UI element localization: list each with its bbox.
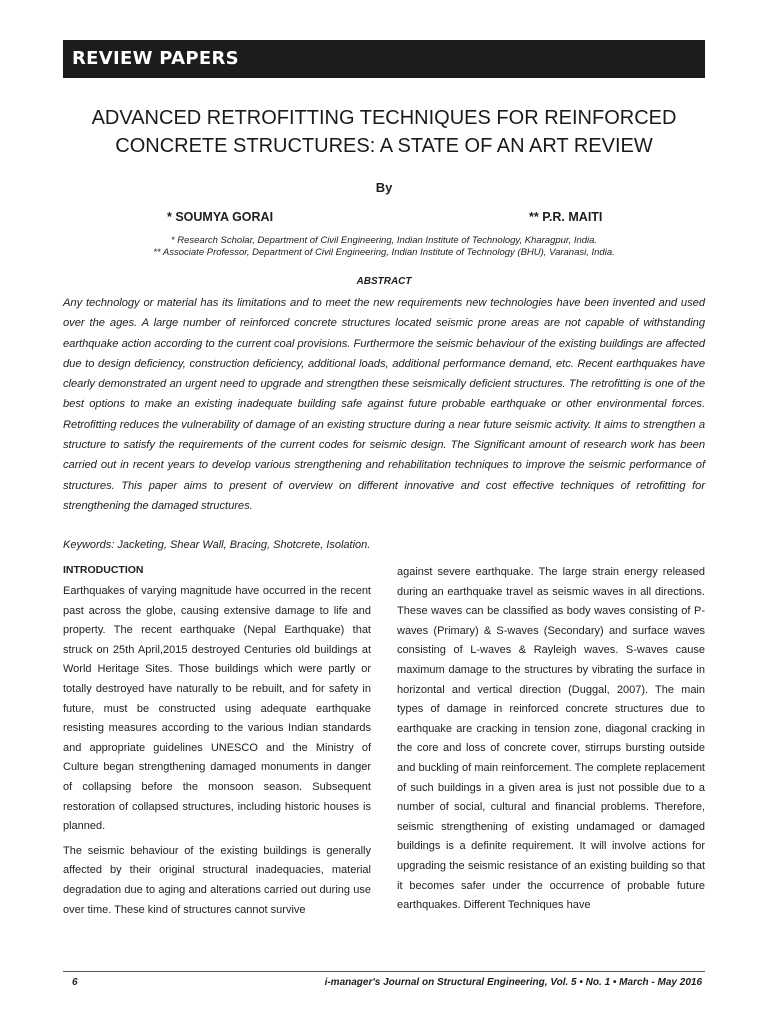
author-2: ** P.R. MAITI — [529, 210, 603, 224]
byline: By — [375, 180, 393, 195]
introduction-heading: INTRODUCTION — [63, 564, 144, 576]
section-header — [63, 40, 705, 78]
affiliation-1: * Research Scholar, Department of Civil Engineering, Indian Institute of Technology, Kharagpur, India. — [170, 235, 598, 246]
page-number: 6 — [72, 977, 78, 988]
title-line-2: CONCRETE STRUCTURES: A STATE OF AN ART REVIEW — [115, 135, 653, 157]
section-label: REVIEW PAPERS — [72, 48, 239, 69]
keywords: Keywords: Jacketing, Shear Wall, Bracing, Shotcrete, Isolation. — [63, 539, 371, 551]
footer-divider — [63, 971, 705, 972]
author-1: * SOUMYA GORAI — [167, 210, 274, 224]
paragraph: against severe earthquake. The large strain energy released during an earthquake travel as seismic waves in all directions. These waves can be classified as body waves consisting of P-waves (Primary) & S-waves (Secondary) and surface waves consisting of L-waves & Rayleigh waves. S-waves cause maximum damage to the structures by vibrating the surface in horizontal and vertical direction (Duggal, 2007). The main types of damage in reinforced concrete structures due to earthquake are cracking in tension zone, diagonal cracking in the core and loss of concrete cover, stirrups bursting outside and buckling of main reinforcement. The complete replacement of such buildings in a given area is just not possible due to a number of social, cultural and financial problems. Therefore, seismic strengthening of existing undamaged or damaged buildings is a definite requirement. It will involve actions for upgrading the seismic resistance of an existing building so that it becomes safer under the occurrence of probable future earthquakes. Different Techniques have — [397, 566, 705, 912]
paragraph: The seismic behaviour of the existing buildings is generally affected by their original structural inadequacies, material degradation due to aging and alterations carried out during use over time. These kind of structures cannot survive — [63, 844, 371, 916]
article-title — [63, 104, 705, 160]
affiliation-2: ** Associate Professor, Department of Civil Engineering, Indian Institute of Technology (BHU), Varanasi, India. — [153, 247, 615, 258]
right-column — [397, 563, 705, 921]
abstract-heading: ABSTRACT — [356, 276, 412, 287]
title-line-1: ADVANCED RETROFITTING TECHNIQUES FOR REINFORCED — [91, 107, 677, 129]
left-column — [63, 563, 371, 925]
abstract-text: Any technology or material has its limitations and to meet the new requirements new technologies have been invented and used over the ages. A large number of reinforced concrete structures located seismic prone areas are not capable of withstanding earthquake action according to the current coal provisions. Furthermore the seismic behaviour of the existing buildings are affected due to design deficiency, construction deficiency, additional loads, additional performance demand, etc. Recent earthquakes have clearly demonstrated an urgent need to upgrade and strengthen these seismically deficient structures. The retrofitting is one of the best options to make an existing inadequate building safe against future probable earthquake or other environmental forces. Retrofitting reduces the vulnerability of damage of an existing structure during a near future seismic activity. It aims to strengthen a structure to satisfy the requirements of the current codes for seismic design. The Significant amount of research work has been carried out in recent years to develop various strengthening and rehabilitation techniques to improve the seismic performance of structures. This paper aims to present of overview on different innovative and cost effective techniques of retrofitting for strengthening the damaged structures. — [63, 297, 705, 512]
paragraph: Earthquakes of varying magnitude have occurred in the recent past across the globe, causing extensive damage to life and property. The recent earthquake (Nepal Earthquake) that struck on 25th April,2015 destroyed Centuries old buildings at World Heritage Sites. Those buildings which were partly or totally destroyed have naturally to be rebuilt, and for safety in future, must be constructed using adequate earthquake resisting measures according to the various Indian standards and appropriate guidelines UNESCO and the Ministry of Culture began strengthening damaged monuments in danger of collapsing before the monsoon season. Subsequent restoration of collapsed structures, including historic houses is planned. — [63, 585, 371, 833]
journal-citation: i-manager's Journal on Structural Engineering, Vol. 5 • No. 1 • March - May 2016 — [324, 977, 702, 988]
